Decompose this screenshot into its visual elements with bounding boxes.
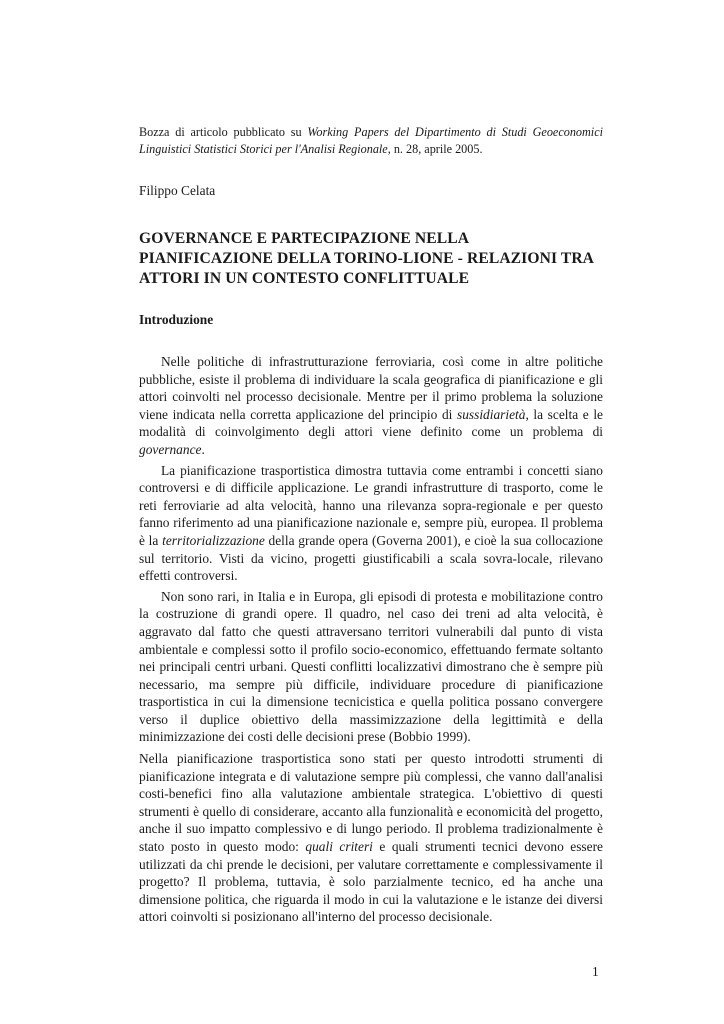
page-content: [139, 124, 603, 926]
paragraph-3: Non sono rari, in Italia e in Europa, gli episodi di protesta e mobilitazione contro la costruzione di grandi opere. Il quadro, nel caso dei treni ad alta velocità, è aggravato dal fatto che questi attraversano territori vulnerabili dal punto di vista ambientale e complessi sotto il profilo socio-economico, effettuando fermate soltanto nei principali centri urbani. Questi conflitti localizzativi dimostrano che è sempre più necessario, ma sempre più difficile, individuare procedure di pianificazione trasportistica in cui la dimensione tecnicistica e quella politica possano convergere verso il duplice obiettivo della massimizzazione della legittimità e della minimizzazione dei costi delle decisioni prese (Bobbio 1999).: [139, 588, 603, 745]
paragraph-4-text-b: e quali strumenti tecnici devono essere utilizzati da chi prende le decisioni, per valutare correttamente e complessivamente il progetto? Il problema, tuttavia, è solo parzialmente tecnico, ed ha anche una dimensione politica, che riguarda il modo in cui la valutazione e le istanze dei diversi attori coinvolti si posizionano all'interno del processo decisionale.: [139, 839, 603, 925]
paragraph-2-text-b: della grande opera (Governa 2001), e cioè la sua collocazione sul territorio. Visti da vicino, progetti giustificabili a scala sovra-locale, rilevano effetti controversi.: [139, 532, 603, 584]
paragraph-2-emphasis-1: territorializzazione: [162, 532, 265, 548]
paragraph-4-text-a: Nella pianificazione trasportistica sono stati per questo introdotti strumenti di pianificazione integrata e di valutazione sempre più complessi, che vanno dall'analisi costi-benefici fino alla valutazione ambientale strategica. L'obiettivo di questi strumenti è quello di considerare, accanto alla funzionalità e economicità del progetto, anche il suo impatto complessivo e di lungo periodo. Il problema tradizionalmente è stato posto in questo modo:: [139, 751, 603, 855]
paragraph-2-text-a: La pianificazione trasportistica dimostra tuttavia come entrambi i concetti siano controversi e di difficile applicazione. Le grandi infrastrutture di trasporto, come le reti ferroviarie ad alta velocità, hanno una rilevanza sopra-regionale e per questo fanno riferimento ad una pianificazione nazionale e, sempre più, europea. Il problema è la: [139, 462, 603, 548]
paragraph-1: [139, 353, 603, 459]
pubnote-suffix: , n. 28, aprile 2005.: [387, 142, 483, 156]
paragraph-1-text-b: , la scelta e le modalità di coinvolgimento degli attori viene definito come un problema di: [139, 406, 603, 440]
section-heading: Introduzione: [139, 312, 214, 327]
paragraph-1-text-c: .: [201, 441, 205, 457]
paragraph-4-emphasis-1: quali criteri: [305, 839, 373, 855]
paragraph-1-emphasis-1: sussidiarietà: [456, 406, 526, 422]
paragraph-2: [139, 462, 603, 585]
paragraph-4: [139, 750, 603, 926]
paragraph-1-text-a: Nelle politiche di infrastrutturazione ferroviaria, così come in altre politiche pubbliche, esiste il problema di individuare la scala geografica di pianificazione e gli attori coinvolti nel processo decisionale. Mentre per il primo problema la soluzione viene indicata nella corretta applicazione del principio di: [139, 354, 603, 422]
pubnote-journal: Working Papers del Dipartimento di Studi Geoeconomici Linguistici Statistici Storici per l'Analisi Regionale: [139, 125, 603, 156]
paper-title: GOVERNANCE E PARTECIPAZIONE NELLA PIANIFICAZIONE DELLA TORINO-LIONE - RELAZIONI TRA ATTORI IN UN CONTESTO CONFLITTUALE: [139, 230, 594, 287]
paragraph-1-emphasis-2: governance: [139, 441, 202, 457]
author-name: Filippo Celata: [139, 183, 216, 198]
pubnote-prefix: Bozza di articolo pubblicato su: [139, 125, 308, 139]
page-number: 1: [592, 964, 599, 979]
body-text: [139, 353, 603, 926]
publication-note: [139, 124, 603, 158]
